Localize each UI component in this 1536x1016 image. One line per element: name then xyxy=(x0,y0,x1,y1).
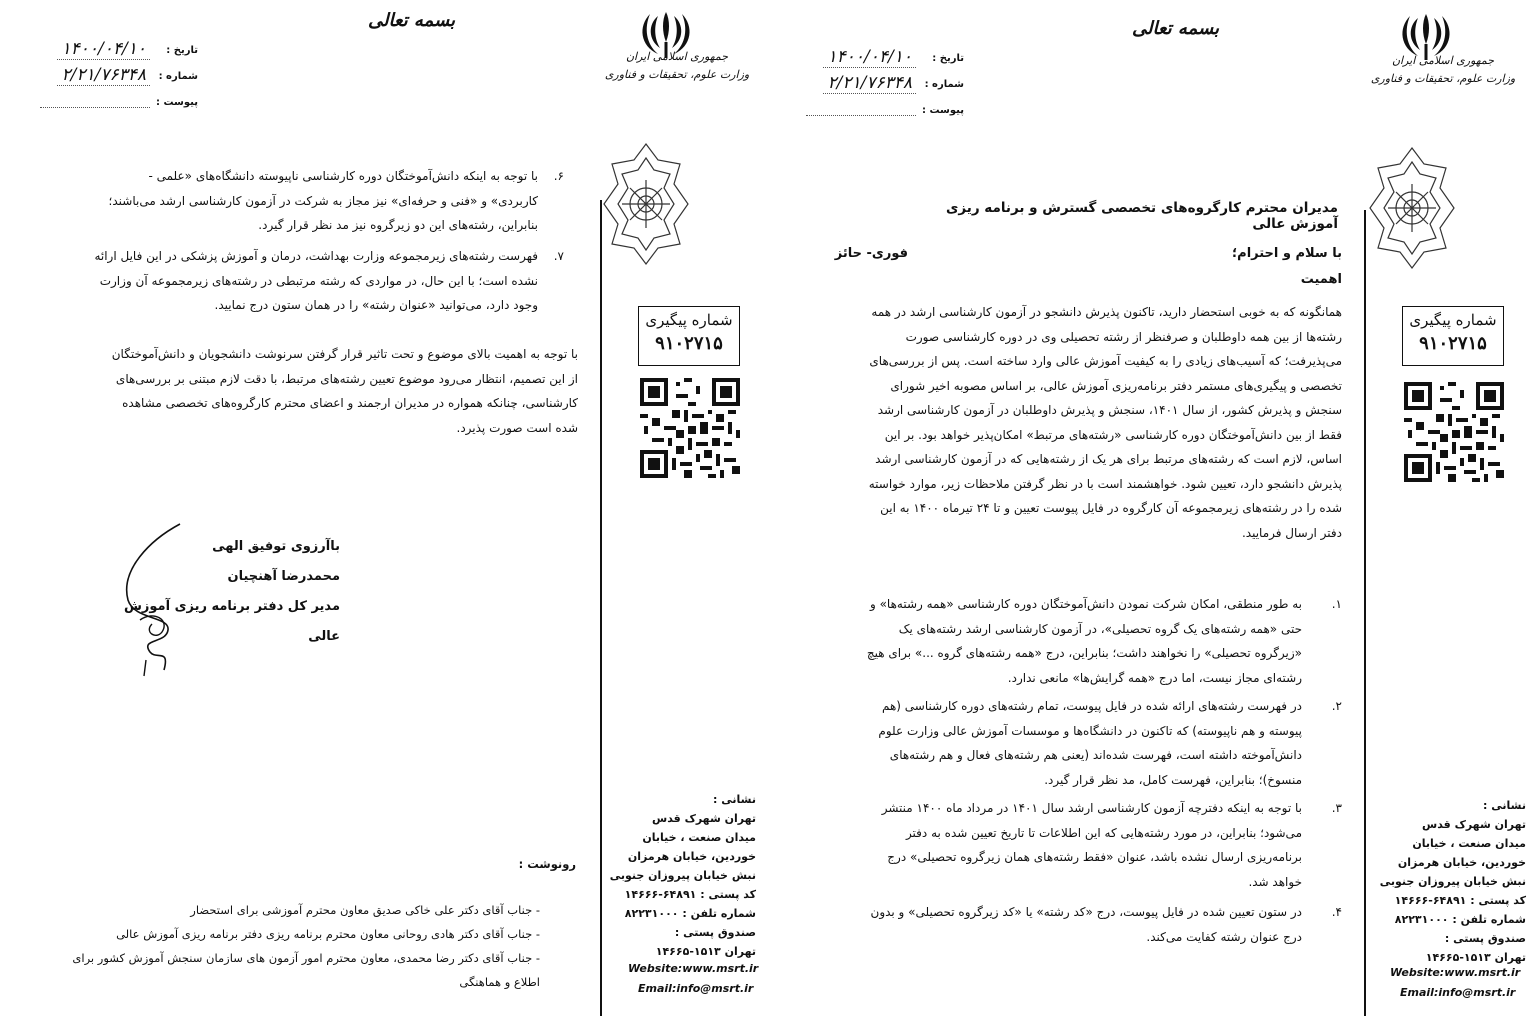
tracking-title: شماره پیگیری xyxy=(1409,311,1497,329)
text-line: شده است صورت پذیرد. xyxy=(456,420,578,435)
handwritten-signature-icon xyxy=(110,520,200,680)
address-line: تهران شهرک قدس xyxy=(652,812,756,825)
bismillah: بسمه تعالی xyxy=(368,10,456,31)
date-value: ۱۴۰۰/۰۴/۱۰ xyxy=(823,47,916,68)
address-line: خوردین، خیابان هرمزان xyxy=(627,850,756,863)
cc-item: - جناب آقای دکتر علی خاکی صدیق معاون محترم آموزشی برای استحضار xyxy=(190,903,540,917)
text-line: همانگونه که به خوبی استحضار دارید، تاکنون پذیرش دانشجو در آزمون کارشناسی ارشد در همه xyxy=(871,305,1342,319)
text-line: می‌شود؛ بنابراین، در مورد رشته‌هایی که این اطلاعات تا تاریخ تعیین شده به دفتر xyxy=(905,825,1302,840)
ministry-name xyxy=(1358,52,1528,88)
intro-paragraph xyxy=(808,300,1342,545)
ministry-name xyxy=(592,48,762,84)
address-label: نشانی : xyxy=(713,793,756,806)
phone-label: شماره تلفن : xyxy=(1452,913,1526,926)
text-line: با توجه به اهمیت بالای موضوع و تحت تاثیر قرار گرفتن سرنوشت دانشجویان و دانش‌آموختگان xyxy=(111,347,578,361)
text-line: می‌پذیرفت؛ که آسیب‌های زیادی را به کیفیت آموزش عالی وارد ساخته است. پس از بررسی‌های xyxy=(869,354,1342,368)
text-line: دفتر ارسال فرمایید. xyxy=(1241,525,1342,540)
text-line: با توجه به اینکه دانش‌آموختگان دوره کارشناسی ناپیوسته دانشگاه‌های «علمی - xyxy=(148,169,538,183)
closing-paragraph xyxy=(26,342,578,440)
text-line: رشته‌ها از بین همه داوطلبان و صرفنظر از رشته تحصیلی وی در دوره کارشناسی صورت xyxy=(905,329,1342,344)
ornament-icon xyxy=(600,140,692,268)
item-number: ۷. xyxy=(553,249,564,263)
list-item xyxy=(808,900,1302,949)
email-link[interactable]: Email:info@msrt.ir xyxy=(638,982,754,995)
ministry-line-1: جمهوری اسلامی ایران xyxy=(625,50,729,63)
number-value: ۲/۲۱/۷۶۳۴۸ xyxy=(823,73,916,94)
address-line: تهران شهرک قدس xyxy=(1422,818,1526,831)
address-line: میدان صنعت ، خیابان xyxy=(642,831,756,844)
text-line: نشده است؛ با این حال، در مواردی که رشته مرتبطی در رشته‌های زیرمجموعه آن وزارت xyxy=(99,273,538,288)
text-line: پذیرش دانشجو دارد، تعیین شود. خواهشمند است با در نظر گرفتن ملاحظات زیر، موارد خواسته xyxy=(868,476,1342,491)
ministry-line-2: وزارت علوم، تحقیقات و فناوری xyxy=(1370,72,1516,85)
number-value: ۲/۲۱/۷۶۳۴۸ xyxy=(57,65,150,86)
tracking-number: ۹۱۰۲۷۱۵ xyxy=(655,333,723,354)
text-line: رشته‌ای مجاز نیست، اما درج «همه گرایش‌ها» مانعی ندارد. xyxy=(1007,670,1302,685)
ministry-line-2: وزارت علوم، تحقیقات و فناوری xyxy=(604,68,750,81)
tracking-number: ۹۱۰۲۷۱۵ xyxy=(1419,333,1487,354)
text-line: کاربردی» و «فنی و حرفه‌ای» نیز مجاز به شرکت در آزمون کارشناسی ارشد می‌باشند؛ xyxy=(108,193,538,208)
address-line: نبش خیابان پیروزان جنوبی xyxy=(1379,875,1526,888)
pobox-value: تهران ۱۵۱۳-۱۴۶۶۵ xyxy=(1425,951,1526,964)
attachment-blank xyxy=(806,115,916,116)
text-line: در فهرست رشته‌های ارائه شده در فایل پیوست، تمام رشته‌های دوره کارشناسی (هم xyxy=(881,699,1302,713)
text-line: از این تصمیم، انتظار می‌رود موضوع تعیین رشته‌های مرتبط، با دقت لازم مبتنی بر بررسی‌های xyxy=(115,371,578,386)
date-row xyxy=(774,44,964,70)
phone-value: ۸۲۲۳۱۰۰۰ xyxy=(1394,913,1449,926)
addressee: مدیران محترم کارگروه‌های تخصصی گسترش و برنامه ریزی آموزش عالی xyxy=(945,200,1338,232)
cc-item: اطلاع و هماهنگی xyxy=(459,975,540,989)
text-line: به طور منطقی، امکان شرکت نمودن دانش‌آموختگان دوره کارشناسی «همه رشته‌ها» و xyxy=(869,597,1302,611)
sidebar-divider xyxy=(600,200,602,1016)
date-row xyxy=(8,36,198,62)
text-line: بنابراین، رشته‌های این دو زیرگروه نیز مد نظر قرار گیرد. xyxy=(258,218,538,232)
letter-meta xyxy=(8,36,198,114)
address-label: نشانی : xyxy=(1483,799,1526,812)
text-line: دانش‌آموخته داشته است، فهرست شده‌اند (یعنی هم رشته‌های فعال و هم رشته‌های xyxy=(889,748,1302,762)
number-label: شماره : xyxy=(158,71,198,82)
date-value: ۱۴۰۰/۰۴/۱۰ xyxy=(57,39,150,60)
email-link[interactable]: Email:info@msrt.ir xyxy=(1400,986,1516,999)
importance-label: اهمیت xyxy=(1300,272,1342,287)
postal-code: کد پستی : ۶۴۸۹۱-۱۴۶۶۶ xyxy=(624,888,756,901)
text-line: فقط از بین دانش‌آموختگان دوره کارشناسی «رشته‌های مرتبط» امکان‌پذیر خواهد بود. بر این xyxy=(884,427,1342,442)
text-line: سنجش و پذیرش کشور، از سال ۱۴۰۱، سنجش و پذیرش داوطلبان در آزمون کارشناسی ارشد xyxy=(877,403,1342,417)
text-line: فهرست رشته‌های زیرمجموعه وزارت بهداشت، درمان و آموزش پزشکی در این فایل ارائه xyxy=(94,249,538,263)
text-line: کارشناسی، چنانکه همواره در مدیران ارجمند و اعضای محترم کارگروه‌های تخصصی مشاهده xyxy=(122,396,578,410)
text-line: «زیرگروه تحصیلی» را نخواهند داشت؛ بنابراین، درج «همه رشته‌های گروه ...» برای هیچ xyxy=(866,646,1302,660)
pobox-label: صندوق پستی : xyxy=(1444,932,1526,945)
tracking-box xyxy=(638,306,740,366)
text-line: برنامه‌ریزی ارسال نشده باشد، عنوان «فقط رشته‌های همان زیرگروه تحصیلی» درج xyxy=(887,850,1302,864)
cc-item: - جناب آقای دکتر هادی روحانی معاون محترم برنامه ریزی دفتر برنامه ریزی آموزش عالی xyxy=(116,927,540,941)
postal-code: کد پستی : ۶۴۸۹۱-۱۴۶۶۶ xyxy=(1394,894,1526,907)
number-row xyxy=(774,70,964,96)
address-line: میدان صنعت ، خیابان xyxy=(1412,837,1526,850)
text-line: با توجه به اینکه دفترچه آزمون کارشناسی ارشد سال ۱۴۰۱ در مرداد ماه ۱۴۰۰ منتشر xyxy=(881,801,1302,815)
cc-list xyxy=(40,898,540,994)
ministry-line-1: جمهوری اسلامی ایران xyxy=(1391,54,1495,67)
date-label: تاریخ : xyxy=(166,45,198,56)
website-link[interactable]: Website:www.msrt.ir xyxy=(628,962,759,975)
pobox-label: صندوق پستی : xyxy=(674,926,756,939)
bismillah: بسمه تعالی xyxy=(1132,18,1220,39)
item-number: ۲. xyxy=(1331,699,1342,713)
tracking-title: شماره پیگیری xyxy=(645,311,733,329)
address-line: خوردین، خیابان هرمزان xyxy=(1397,856,1526,869)
list-item xyxy=(808,694,1302,792)
list-item xyxy=(808,796,1302,894)
attachment-label: پیوست : xyxy=(155,97,198,108)
greeting: با سلام و احترام؛ xyxy=(1231,246,1342,261)
text-line: اساس، لازم است که رشته‌های مرتبط برای هر یک از رشته‌هایی که در آزمون کارشناسی ارشد xyxy=(875,452,1342,466)
cc-item: - جناب آقای دکتر رضا محمدی، معاون محترم امور آزمون های سازمان سنجش آموزش کشور برای xyxy=(72,951,540,965)
letter-page-1 xyxy=(768,0,1536,1016)
attachment-row xyxy=(774,96,964,122)
website-link[interactable]: Website:www.msrt.ir xyxy=(1390,966,1521,979)
pobox-value: تهران ۱۵۱۳-۱۴۶۶۵ xyxy=(655,945,756,958)
qr-code-icon xyxy=(1404,382,1504,482)
sidebar-divider xyxy=(1364,210,1366,1016)
attachment-row xyxy=(8,88,198,114)
phone-label: شماره تلفن : xyxy=(682,907,756,920)
signatory-title: مدیر کل دفتر برنامه ریزی آموزش عالی xyxy=(123,599,340,644)
text-line: خواهد شد. xyxy=(1248,874,1302,889)
item-number: ۱. xyxy=(1331,597,1342,611)
text-line: تخصصی و پیگیری‌های مستمر دفتر برنامه‌ریزی آموزش عالی، بر اساس مصوبه اخیر شورای xyxy=(890,378,1342,393)
cc-title: رونوشت : xyxy=(518,857,576,871)
letter-meta xyxy=(774,44,964,122)
item-number: ۳. xyxy=(1331,801,1342,815)
list-item xyxy=(26,244,538,318)
item-number: ۴. xyxy=(1331,905,1342,919)
date-label: تاریخ : xyxy=(932,53,964,64)
address-block xyxy=(1376,796,1526,967)
text-line: در ستون تعیین شده در فایل پیوست، درج «کد رشته» یا «کد زیرگروه تحصیلی» و بدون xyxy=(870,905,1302,919)
item-number: ۶. xyxy=(553,169,564,183)
qr-code-icon xyxy=(640,378,740,478)
text-line: منسوخ)؛ بنابراین، فهرست کامل، مد نظر قرار گیرد. xyxy=(1044,772,1302,787)
attachment-label: پیوست : xyxy=(921,105,964,116)
urgency-label: فوری- حائز xyxy=(834,246,908,261)
text-line: شده را در رشته‌های زیرمجموعه آن کارگروه در فایل پیوست تعیین و تا ۲۴ تیرماه ۱۴۰۰ به این xyxy=(880,501,1342,515)
list-item xyxy=(808,592,1302,690)
text-line: حتی «همه رشته‌های یک گروه تحصیلی»، در آزمون کارشناسی ارشد رشته‌های یک xyxy=(898,621,1302,636)
list-item xyxy=(26,164,538,238)
number-row xyxy=(8,62,198,88)
signatory-name: محمدرضا آهنچیان xyxy=(227,569,340,584)
ornament-icon xyxy=(1366,144,1458,272)
text-line: وجود دارد، می‌توانید «عنوان رشته» را در همان ستون درج نمایید. xyxy=(214,298,538,312)
text-line: درج عنوان رشته کفایت می‌کند. xyxy=(1146,929,1302,944)
tracking-box xyxy=(1402,306,1504,366)
address-block xyxy=(606,790,756,961)
address-line: نبش خیابان پیروزان جنوبی xyxy=(609,869,756,882)
phone-value: ۸۲۲۳۱۰۰۰ xyxy=(624,907,679,920)
signature-wish: باآرزوی توفیق الهی xyxy=(212,539,340,554)
text-line: پیوسته و هم ناپیوسته) که تاکنون در دانشگاه‌ها و موسسات آموزش عالی وزارت علوم xyxy=(878,723,1302,738)
number-label: شماره : xyxy=(924,79,964,90)
attachment-blank xyxy=(40,107,150,108)
